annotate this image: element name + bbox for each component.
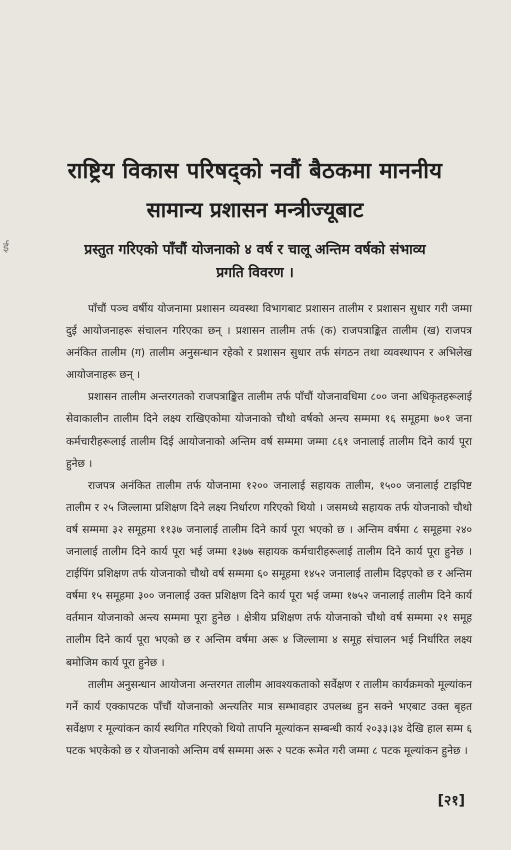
paragraph: प्रशासन तालीम अन्तरगतको राजपत्राङ्कित तालीम तर्फ पाँचौं योजनावधिमा ८०० जना अधिकृतहरूलाई सेवाकालीन तालीम दिने लक्ष्य राखिएकोमा योजनाको चौथो वर्षको अन्त्य सम्ममा १६ समूहमा ७०१ जना कर्मचारीहरूलाई तालीम दिई आयोजनाको अन्तिम वर्ष सम्ममा जम्मा ८६१ जनालाई तालीम दिने कार्य पूरा हुनेछ ।: [66, 391, 472, 470]
paragraph: तालीम अनुसन्धान आयोजना अन्तरगत तालीम आवश्यकताको सर्वेक्षण र तालीम कार्यक्रमको मूल्यांकन गर्ने कार्य एक्कापटक पाँचौं योजनाको अन्त्यतिर मात्र सम्भावहार उपलब्ध हुन सक्ने भएबाट उक्त बृहत सर्वेक्षण र मूल्यांकन कार्य स्थगित गरिएको थियो तापनि मूल्यांकन सम्बन्धी कार्य २०३३।३४ देखि हाल सम्म ६ पटक भएकेको छ र योजनाको अन्तिम वर्ष सम्ममा अरू २ पटक रूमेत गरी जम्मा ८ पटक मूल्यांकन हुनेछ ।: [66, 678, 472, 757]
page-number: [२१]: [437, 793, 465, 809]
title-line-1: राष्ट्रिय विकास परिषद्को नवौं बैठकमा माननीय: [67, 159, 443, 184]
subtitle-line-1: प्रस्तुत गरिएको पाँचौं योजनाको ४ वर्ष र चालू अन्तिम वर्षको संभाव्य: [84, 242, 426, 258]
body-text: [66, 298, 472, 762]
paragraph: राजपत्र अनंकित तालीम तर्फ योजनामा १२०० जनालाई सहायक तालीम, १५०० जनालाई टाइपिष्ट तालीम र २५ जिल्लामा प्रशिक्षण दिने लक्ष्य निर्धारण गरिएको थियो । जसमध्ये सहायक तर्फ योजनाको चौथो वर्ष सम्ममा ३२ समूहमा ११३७ जनालाई तालीम दिने कार्य पूरा भएको छ । अन्तिम वर्षमा ८ समूहमा २४० जनालाई तालीम दिने कार्य पूरा भई जम्मा १३७७ सहायक कर्मचारीहरूलाई तालीम दिने कार्य पूरा हुनेछ । टाईपिंग प्रशिक्षण तर्फ योजनाको चौथो वर्ष सम्ममा ६० समूहमा १४५२ जनालाई तालीम दिइएको छ र अन्तिम वर्षमा १५ समूहमा ३०० जनालाई उक्त प्रशिक्षण दिने कार्य पूरा भई जम्मा १७५२ जनालाई तालीम दिने कार्य वर्तमान योजनाको अन्त्य सम्ममा पूरा हुनेछ । क्षेत्रीय प्रशिक्षण तर्फ योजनाको चौथो वर्ष सम्ममा २१ समूह तालीम दिने कार्य पूरा भएको छ र अन्तिम वर्षमा अरू ४ जिल्लामा ४ समूह संचालन भई निर्धारित लक्ष्य बमोजिम कार्य पूरा हुनेछ ।: [66, 479, 472, 669]
paragraph: पाँचौं पञ्च वर्षीय योजनामा प्रशासन व्यवस्था विभागबाट प्रशासन तालीम र प्रशासन सुधार गरी जम्मा दुई आयोजनाहरू संचालन गरिएका छन् । प्रशासन तालीम तर्फ (क) राजपत्राङ्कित तालीम (ख) राजपत्र अनंकित तालीम (ग) तालीम अनुसन्धान रहेको र प्रशासन सुधार तर्फ संगठन तथा व्यवस्थापन र अभिलेख आयोजनाहरू छन् ।: [66, 303, 472, 382]
margin-mark: ई: [3, 240, 9, 254]
subtitle-line-2: प्रगति विवरण ।: [216, 265, 294, 281]
title-line-2: सामान्य प्रशासन मन्त्रीज्यूबाट: [146, 198, 364, 222]
